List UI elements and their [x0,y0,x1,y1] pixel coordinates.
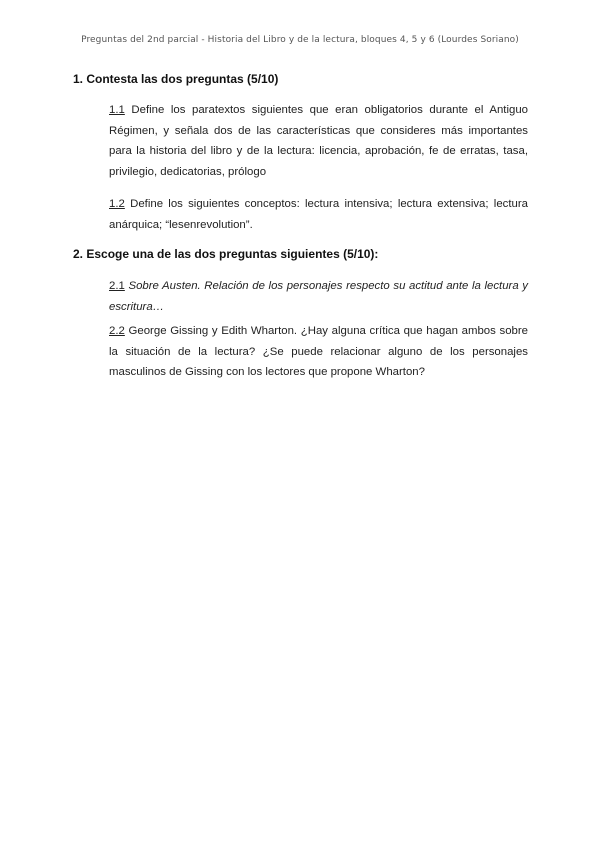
question-1-2 [109,194,528,235]
question-1-2-text: Define los siguientes conceptos: lectura intensiva; lectura extensiva; lectura anárquica; “lesenrevolution”. [109,198,528,231]
question-2-1-number: 2.1 [109,280,125,292]
question-1-1-number: 1.1 [109,104,125,116]
question-2-1 [109,276,528,317]
question-2-1-text: Sobre Austen. Relación de los personajes respecto su actitud ante la lectura y escritura… [109,280,528,313]
question-1-2-number: 1.2 [109,198,125,210]
question-1-1-text: Define los paratextos siguientes que eran obligatorios durante el Antiguo Régimen, y señala dos de las características que consideres más importantes para la historia del libro y de la lectura: licencia, aprobación, fe de erratas, tasa, privilegio, dedicatorias, prólogo [109,104,528,178]
question-1-1 [109,100,528,182]
question-2-2 [109,321,528,383]
page-header: Preguntas del 2nd parcial - Historia del Libro y de la lectura, bloques 4, 5 y 6 (Lourdes Soriano) [81,35,519,45]
section-2-heading: 2. Escoge una de las dos preguntas siguientes (5/10): [73,247,379,261]
section-1-heading: 1. Contesta las dos preguntas (5/10) [73,72,279,86]
question-2-2-text: George Gissing y Edith Wharton. ¿Hay alguna crítica que hagan ambos sobre la situación de la lectura? ¿Se puede relacionar alguno de los personajes masculinos de Gissing con los lectores que propone Wharton? [109,325,528,378]
question-2-2-number: 2.2 [109,325,125,337]
